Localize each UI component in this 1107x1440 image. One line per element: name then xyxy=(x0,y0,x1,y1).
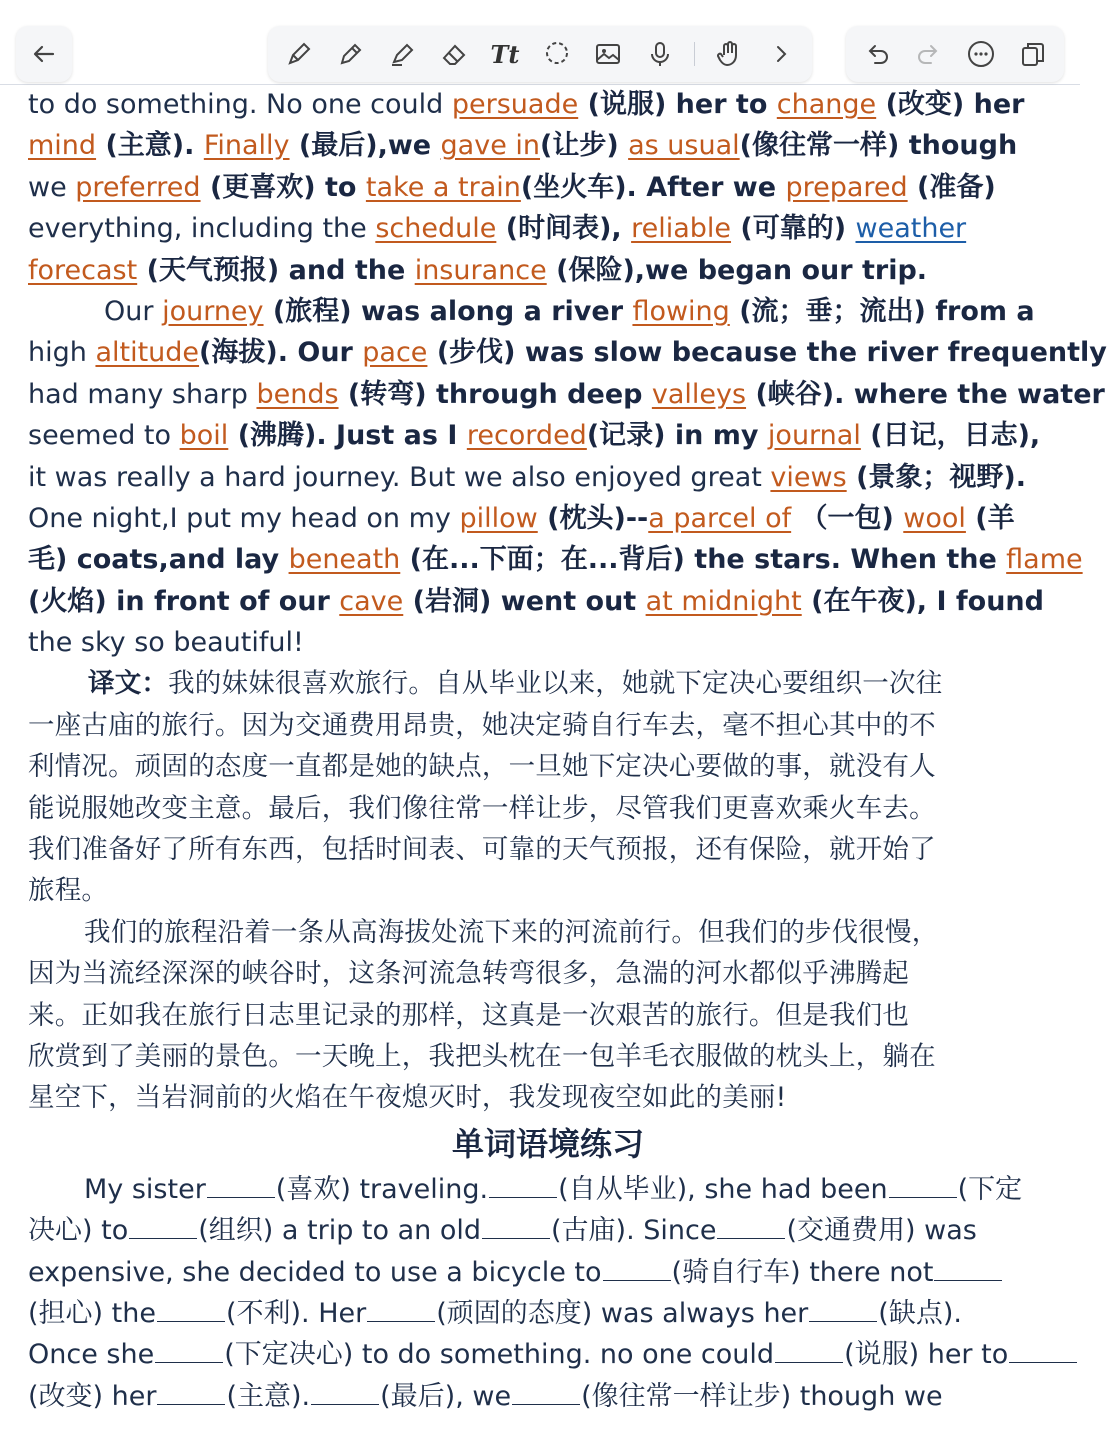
passage-line: had many sharp bends (转弯) through deep valleys (峡谷). where the water xyxy=(28,378,1105,410)
redo-icon[interactable] xyxy=(912,37,946,71)
translation-line: 我们的旅程沿着一条从高海拔处流下来的河流前行。但我们的步伐很慢， xyxy=(84,916,939,948)
keyword: preferred xyxy=(75,171,201,203)
keyword: take a train xyxy=(365,171,521,203)
keyword: recorded xyxy=(466,420,587,452)
answer-blank[interactable] xyxy=(889,1173,957,1198)
mic-icon[interactable] xyxy=(643,37,677,71)
keyword: reliable xyxy=(631,213,732,245)
answer-blank[interactable] xyxy=(934,1256,1002,1281)
answer-blank[interactable] xyxy=(717,1214,785,1239)
keyword: beneath xyxy=(288,544,401,576)
keyword: views xyxy=(770,461,847,493)
answer-blank[interactable] xyxy=(1009,1338,1077,1363)
keyword: pace xyxy=(362,337,428,369)
passage-line: (火焰) in front of our cave (岩洞) went out at midnight (在午夜), I found xyxy=(28,585,1044,617)
hand-icon[interactable] xyxy=(713,37,747,71)
translation-line: 星空下，当岩洞前的火焰在午夜熄灭时，我发现夜空如此的美丽! xyxy=(28,1082,787,1114)
translation-line: 一座古庙的旅行。因为交通费用昂贵，她决定骑自行车去，毫不担心其中的不 xyxy=(28,709,936,741)
exercise-line: Once she (下定决心) to do something. no one could (说服) her to xyxy=(28,1334,1068,1375)
passage-line: we preferred (更喜欢) to take a train(坐火车). After we prepared (准备) xyxy=(28,171,996,203)
keyword: boil xyxy=(179,420,229,452)
keyword: weather xyxy=(855,213,967,245)
answer-blank[interactable] xyxy=(367,1297,435,1322)
keyword: Finally xyxy=(203,130,290,162)
more-icon[interactable] xyxy=(964,37,998,71)
top-toolbar xyxy=(0,0,1080,85)
passage-line: everything, including the schedule (时间表), reliable (可靠的) weather xyxy=(28,213,967,245)
answer-blank[interactable] xyxy=(129,1214,197,1239)
tool-palette xyxy=(268,26,812,82)
translation-line: 译文：我的妹妹很喜欢旅行。自从毕业以来，她就下定决心要组织一次往 xyxy=(88,668,943,700)
answer-blank[interactable] xyxy=(482,1214,550,1239)
keyword: prepared xyxy=(785,171,908,203)
pen-icon[interactable] xyxy=(282,37,316,71)
answer-blank[interactable] xyxy=(311,1380,379,1405)
eraser-icon[interactable] xyxy=(437,37,471,71)
exercise-line: My sister (喜欢) traveling. (自从毕业), she had been (下定 xyxy=(84,1173,1023,1205)
passage-line: seemed to boil (沸腾). Just as I recorded(记录) in my journal (日记，日志), xyxy=(28,420,1041,452)
keyword: insurance xyxy=(414,254,547,286)
passage-line: it was really a hard journey. But we also enjoyed great views (景象；视野). xyxy=(28,461,1027,493)
exercise-line: (改变) her (主意). (最后), we (像往常一样让步) though we xyxy=(28,1380,943,1412)
pencil-icon[interactable] xyxy=(334,37,368,71)
keyword: schedule xyxy=(375,213,497,245)
translation-line: 我们准备好了所有东西，包括时间表、可靠的天气预报，还有保险，就开始了 xyxy=(28,834,936,866)
exercise-line: (担心) the (不利). Her (顽固的态度) was always her (缺点). xyxy=(28,1297,962,1329)
passage-line: high altitude(海拔). Our pace (步伐) was slow because the river frequently xyxy=(28,337,1107,369)
answer-blank[interactable] xyxy=(775,1338,843,1363)
keyword: journey xyxy=(162,295,264,327)
action-palette xyxy=(846,26,1064,82)
exercise-line: expensive, she decided to use a bicycle to (骑自行车) there not xyxy=(28,1252,1068,1293)
passage-line: to do something. No one could persuade (说服) her to change (改变) her xyxy=(28,89,1025,120)
keyword: flame xyxy=(1006,544,1083,576)
chevron-right-icon[interactable] xyxy=(764,37,798,71)
lasso-icon[interactable] xyxy=(540,37,574,71)
keyword: forecast xyxy=(28,254,138,286)
keyword: valleys xyxy=(651,378,747,410)
keyword: altitude xyxy=(95,337,200,369)
translation-line: 利情况。顽固的态度一直都是她的缺点，一旦她下定决心要做的事，就没有人 xyxy=(28,751,936,783)
exercise-line: 决心) to (组织) a trip to an old (古庙). Since (交通费用) was xyxy=(28,1215,977,1247)
keyword: gave in xyxy=(440,130,541,162)
highlighter-icon[interactable] xyxy=(385,37,419,71)
translation-line: 旅程。 xyxy=(28,875,109,907)
image-icon[interactable] xyxy=(591,37,625,71)
translation-line: 来。正如我在旅行日志里记录的那样，这真是一次艰苦的旅行。但是我们也 xyxy=(28,999,910,1031)
answer-blank[interactable] xyxy=(512,1380,580,1405)
passage-line: the sky so beautiful! xyxy=(28,627,304,659)
passage-line: 毛) coats,and lay beneath (在...下面；在...背后) the stars. When the flame xyxy=(28,544,1083,576)
answer-blank[interactable] xyxy=(157,1380,225,1405)
keyword: flowing xyxy=(632,295,730,327)
translation-line: 能说服她改变主意。最后，我们像往常一样让步，尽管我们更喜欢乘火车去。 xyxy=(28,792,936,824)
answer-blank[interactable] xyxy=(489,1173,557,1198)
keyword: bends xyxy=(256,378,339,410)
passage-line: One night,I put my head on my pillow (枕头)--a parcel of （一包) wool (羊 xyxy=(28,502,1015,534)
answer-blank[interactable] xyxy=(207,1173,275,1198)
keyword: cave xyxy=(339,585,404,617)
keyword: persuade xyxy=(451,89,579,120)
pages-icon[interactable] xyxy=(1016,37,1050,71)
answer-blank[interactable] xyxy=(603,1256,671,1281)
text-tool-icon[interactable]: Tt xyxy=(490,39,520,69)
translation-line: 因为当流经深深的峡谷时，这条河流急转弯很多，急湍的河水都似乎沸腾起 xyxy=(28,958,910,990)
back-arrow-icon xyxy=(27,37,61,71)
keyword: at midnight xyxy=(645,585,802,617)
keyword: journal xyxy=(767,420,861,452)
translation-label: 译文： xyxy=(88,668,169,700)
passage-line: forecast (天气预报) and the insurance (保险),we began our trip. xyxy=(28,254,928,286)
keyword: wool xyxy=(903,502,966,534)
toolbar-divider xyxy=(694,42,695,66)
exercise-title: 单词语境练习 xyxy=(451,1124,644,1163)
undo-icon[interactable] xyxy=(860,37,894,71)
answer-blank[interactable] xyxy=(809,1297,877,1322)
translation-line: 欣赏到了美丽的景色。一天晚上，我把头枕在一包羊毛衣服做的枕头上，躺在 xyxy=(28,1040,936,1072)
keyword: pillow xyxy=(459,502,538,534)
note-page xyxy=(28,84,1107,1417)
answer-blank[interactable] xyxy=(155,1338,223,1363)
keyword: change xyxy=(776,89,877,120)
back-button[interactable] xyxy=(16,26,72,82)
keyword: as usual xyxy=(628,130,740,162)
answer-blank[interactable] xyxy=(157,1297,225,1322)
keyword: a parcel of xyxy=(648,502,792,534)
passage-line: mind (主意). Finally (最后),we gave in(让步) as usual(像往常一样) though xyxy=(28,130,1018,162)
keyword: mind xyxy=(28,130,97,162)
passage-line: Our journey (旅程) was along a river flowing (流；垂；流出) from a xyxy=(104,295,1035,327)
